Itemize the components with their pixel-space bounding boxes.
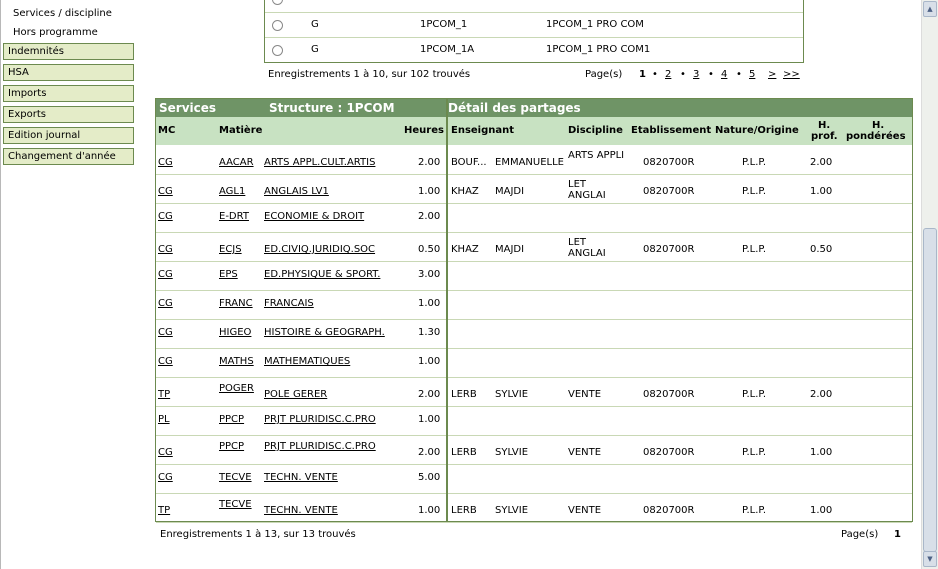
row-teacher-firstname: SYLVIE (495, 389, 529, 400)
row-mc-link[interactable]: CG (158, 356, 173, 367)
pager-current-page: 1 (639, 69, 646, 80)
row-etablissement: 0820700R (643, 244, 695, 255)
col-hprof-line1: H. (818, 120, 831, 131)
row-matiere-label[interactable]: TECHN. VENTE (264, 472, 338, 483)
row-heures: 1.00 (418, 414, 441, 425)
left-navigation (0, 0, 137, 569)
row-heures: 1.00 (418, 298, 441, 309)
pager-page-5[interactable]: 5 (749, 69, 756, 80)
scroll-up-icon[interactable]: ▲ (923, 1, 937, 17)
row-matiere-label[interactable]: ANGLAIS LV1 (264, 186, 329, 197)
col-hpond-line1: H. (872, 120, 885, 131)
row-teacher-name: LERB (451, 447, 477, 458)
row-matiere-label[interactable]: PRJT PLURIDISC.C.PRO (264, 441, 376, 452)
services-table (155, 98, 913, 522)
row-etablissement: 0820700R (643, 157, 695, 168)
col-nature: Nature/Origine (715, 125, 799, 136)
row-heures: 2.00 (418, 447, 441, 458)
row-teacher-firstname: MAJDI (495, 186, 525, 197)
table-row (156, 406, 912, 436)
row-nature: P.L.P. (742, 389, 767, 400)
row-matiere-code[interactable]: PPCP (219, 414, 245, 425)
row-matiere-code[interactable]: TECVE (219, 472, 252, 483)
services-pager-label: Page(s) (841, 529, 879, 540)
top-pager (585, 69, 805, 83)
col-mc: MC (158, 125, 176, 136)
table-row (156, 493, 912, 523)
services-table-header (156, 99, 912, 117)
row-heures: 5.00 (418, 472, 441, 483)
row-discipline: VENTE (568, 505, 602, 516)
row-mc-link[interactable]: PL (158, 414, 170, 425)
nav-link-hors-programme[interactable]: Hors programme (13, 27, 98, 38)
table-row (265, 0, 803, 12)
row-matiere-code[interactable]: EPS (219, 269, 238, 280)
col-hpond-line2: pondérées (846, 131, 906, 142)
services-pager-current: 1 (894, 529, 901, 540)
top-records-count: Enregistrements 1 à 10, sur 102 trouvés (268, 69, 471, 80)
row-hprof: 1.00 (810, 505, 833, 516)
row-matiere-label[interactable]: HISTOIRE & GEOGRAPH. (264, 327, 385, 338)
row-discipline: VENTE (568, 389, 602, 400)
row-teacher-firstname: EMMANUELLE (495, 157, 564, 168)
row-matiere-label[interactable]: TECHN. VENTE (264, 505, 338, 516)
row-heures: 1.00 (418, 505, 441, 516)
row-hprof: 1.00 (810, 186, 833, 197)
row-discipline: ARTS APPLI (568, 150, 625, 161)
row-nature: P.L.P. (742, 157, 767, 168)
row-hprof: 2.00 (810, 157, 833, 168)
table-row (156, 435, 912, 465)
row-nature: P.L.P. (742, 505, 767, 516)
row-teacher-firstname: MAJDI (495, 244, 525, 255)
row-matiere-label[interactable]: FRANCAIS (264, 298, 314, 309)
row-type: G (311, 19, 319, 30)
row-heures: 2.00 (418, 211, 441, 222)
nav-link-services-discipline[interactable]: Services / discipline (13, 8, 112, 19)
row-etablissement: 0820700R (643, 447, 695, 458)
row-etablissement: 0820700R (643, 389, 695, 400)
row-mc-link[interactable]: TP (158, 389, 171, 400)
col-heures: Heures (404, 125, 444, 136)
row-heures: 1.30 (418, 327, 441, 338)
row-teacher-name: BOUF... (451, 157, 487, 168)
scroll-down-icon[interactable]: ▼ (923, 551, 937, 567)
row-hprof: 0.50 (810, 244, 833, 255)
row-mc-link[interactable]: CG (158, 186, 173, 197)
row-teacher-name: KHAZ (451, 244, 479, 255)
row-radio[interactable] (272, 20, 283, 31)
pager-label: Page(s) (585, 69, 623, 80)
row-matiere-code[interactable]: AACAR (219, 157, 254, 168)
table-row (156, 145, 912, 175)
row-matiere-label[interactable]: MATHEMATIQUES (264, 356, 351, 367)
row-matiere-label[interactable]: POLE GERER (264, 389, 328, 400)
row-matiere-code[interactable]: PPCP (219, 441, 245, 452)
services-records-count: Enregistrements 1 à 13, sur 13 trouvés (160, 529, 356, 540)
pager-last[interactable]: >> (783, 69, 800, 80)
row-discipline: LET ANGLAI (568, 237, 606, 259)
row-etablissement: 0820700R (643, 186, 695, 197)
detail-title: Détail des partages (448, 101, 581, 115)
row-label: 1PCOM_1 PRO COM1 (546, 44, 651, 55)
row-code: 1PCOM_1 (420, 19, 468, 30)
table-row (265, 12, 803, 37)
row-teacher-name: LERB (451, 505, 477, 516)
column-divider (446, 99, 448, 521)
row-heures: 3.00 (418, 269, 441, 280)
vertical-scrollbar[interactable] (921, 0, 938, 569)
row-teacher-name: KHAZ (451, 186, 479, 197)
row-radio[interactable] (272, 45, 283, 56)
row-matiere-label[interactable]: PRJT PLURIDISC.C.PRO (264, 414, 376, 425)
row-mc-link[interactable]: CG (158, 157, 173, 168)
row-matiere-code[interactable]: E-DRT (219, 211, 249, 222)
col-hprof-line2: prof. (811, 131, 838, 142)
nav-button-edition-journal[interactable]: Edition journal (3, 127, 134, 144)
row-nature: P.L.P. (742, 447, 767, 458)
pager-sep: • (680, 69, 686, 80)
row-heures: 2.00 (418, 389, 441, 400)
pager-sep: • (652, 69, 658, 80)
row-heures: 2.00 (418, 157, 441, 168)
table-row (156, 232, 912, 262)
row-mc-link[interactable]: CG (158, 447, 173, 458)
col-discipline: Discipline (568, 125, 623, 136)
table-row (265, 37, 803, 62)
row-hprof: 1.00 (810, 447, 833, 458)
row-matiere-code[interactable]: POGER (219, 383, 254, 394)
col-enseignant: Enseignant (451, 125, 515, 136)
table-row (156, 348, 912, 378)
structure-table (264, 0, 804, 63)
pager-page-4[interactable]: 4 (721, 69, 728, 80)
table-row (156, 203, 912, 233)
pager-page-3[interactable]: 3 (693, 69, 700, 80)
row-mc-link[interactable]: TP (158, 505, 171, 516)
column-headers (156, 117, 912, 145)
row-matiere-code[interactable]: MATHS (219, 356, 254, 367)
row-discipline: VENTE (568, 447, 602, 458)
row-nature: P.L.P. (742, 186, 767, 197)
row-radio[interactable] (272, 0, 283, 5)
pager-sep: • (708, 69, 714, 80)
table-row (156, 261, 912, 291)
scroll-thumb[interactable] (923, 228, 937, 552)
row-teacher-name: LERB (451, 389, 477, 400)
row-matiere-code[interactable]: ECJS (219, 244, 242, 255)
nav-button-exports[interactable]: Exports (3, 106, 134, 123)
row-heures: 1.00 (418, 186, 441, 197)
col-matiere: Matière (219, 125, 263, 136)
table-row (156, 319, 912, 349)
row-matiere-code[interactable]: HIGEO (219, 327, 252, 338)
row-mc-link[interactable]: CG (158, 327, 173, 338)
pager-next[interactable]: > (768, 69, 777, 80)
row-matiere-label[interactable]: ARTS APPL.CULT.ARTIS (264, 157, 376, 168)
row-teacher-firstname: SYLVIE (495, 447, 529, 458)
nav-button-imports[interactable]: Imports (3, 85, 134, 102)
row-type: G (311, 44, 319, 55)
row-matiere-label[interactable]: ECONOMIE & DROIT (264, 211, 365, 222)
table-row (156, 290, 912, 320)
pager-sep: • (736, 69, 742, 80)
row-label: 1PCOM_1 PRO COM (546, 19, 644, 30)
row-matiere-code[interactable]: FRANC (219, 298, 253, 309)
nav-button-changement-annee[interactable]: Changement d'année (3, 148, 134, 165)
row-mc-link[interactable]: CG (158, 211, 173, 222)
row-matiere-label[interactable]: ED.CIVIQ.JURIDIQ.SOC (264, 244, 376, 255)
services-title: Services (159, 101, 217, 115)
nav-button-indemnites[interactable]: Indemnités (3, 43, 134, 60)
row-etablissement: 0820700R (643, 505, 695, 516)
table-row (156, 464, 912, 494)
col-etablissement: Etablissement (631, 125, 712, 136)
row-discipline: LET ANGLAI (568, 179, 606, 201)
table-row (156, 377, 912, 407)
row-matiere-code[interactable]: TECVE (219, 499, 252, 510)
pager-page-2[interactable]: 2 (665, 69, 672, 80)
row-matiere-label[interactable]: ED.PHYSIQUE & SPORT. (264, 269, 381, 280)
row-mc-link[interactable]: CG (158, 269, 173, 280)
row-mc-link[interactable]: CG (158, 298, 173, 309)
row-mc-link[interactable]: CG (158, 244, 173, 255)
structure-title: Structure : 1PCOM (269, 101, 395, 115)
row-heures: 1.00 (418, 356, 441, 367)
table-row (156, 174, 912, 204)
row-mc-link[interactable]: CG (158, 472, 173, 483)
row-hprof: 2.00 (810, 389, 833, 400)
nav-button-hsa[interactable]: HSA (3, 64, 134, 81)
row-nature: P.L.P. (742, 244, 767, 255)
row-teacher-firstname: SYLVIE (495, 505, 529, 516)
row-matiere-code[interactable]: AGL1 (219, 186, 246, 197)
row-code: 1PCOM_1A (420, 44, 475, 55)
row-heures: 0.50 (418, 244, 441, 255)
